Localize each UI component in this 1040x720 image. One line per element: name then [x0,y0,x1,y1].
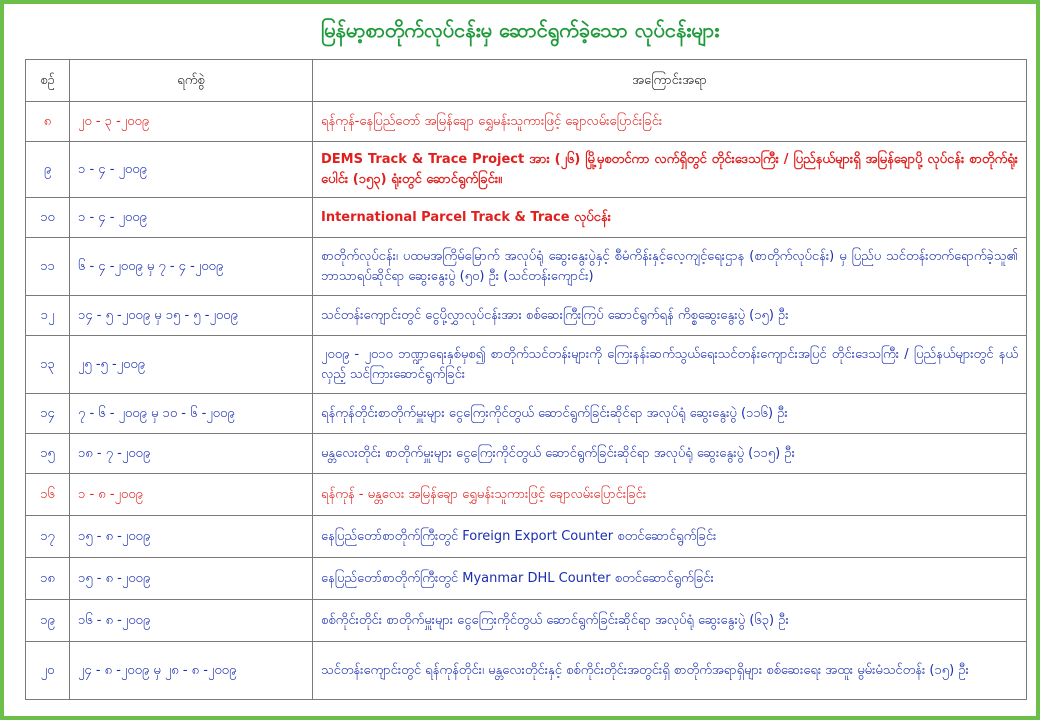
row-date: ၂၅ -၅ -၂၀၀၉ [70,336,313,394]
row-number: ၁၁ [26,238,70,296]
row-number: ၉ [26,142,70,198]
column-header-number: စဉ် [26,60,70,102]
row-date: ၁ - ၄ - ၂၀၀၉ [70,142,313,198]
row-number: ၁၇ [26,516,70,558]
table-row [26,474,1027,516]
row-date: ၂၄ - ၈ -၂၀၀၉ မှ ၂၈ - ၈ -၂၀၀၉ [70,642,313,700]
table-row [26,434,1027,474]
row-description: နေပြည်တော်စာတိုက်ကြီးတွင် Foreign Export Counter စတင်ဆောင်ရွက်ခြင်း [313,516,1027,558]
row-description: မန္တလေးတိုင်း စာတိုက်မှူးများ ငွေကြေးကိုင်တွယ် ဆောင်ရွက်ခြင်းဆိုင်ရာ အလုပ်ရုံ ဆွေးနွေးပွဲ (၁၁၅) ဦး [313,434,1027,474]
row-description: ရန်ကုန်-နေပြည်တော် အမြန်ချော ရွှေမန်းသူကားဖြင့် ချောလမ်းပြောင်းခြင်း [313,102,1027,142]
row-date: ၁ - ၈ -၂၀၀၉ [70,474,313,516]
row-number: ၁၃ [26,336,70,394]
row-description: စာတိုက်လုပ်ငန်း၊ ပထမအကြိမ်မြောက် အလုပ်ရုံ ဆွေးနွေးပွဲနှင့် စီမံကိန်းနှင့်လေ့ကျင့်ရေးဌာန (စာတိုက်လုပ်ငန်း) မှ ပြည်ပ သင်တန်းတက်ရောက်ခဲ့သူ၏ ဘာသာရပ်ဆိုင်ရာ ဆွေးနွေးပွဲ (၅၀) ဦး (သင်တန်းကျောင်း) [313,238,1027,296]
row-description: ရန်ကုန်တိုင်းစာတိုက်မှူးများ ငွေကြေးကိုင်တွယ် ဆောင်ရွက်ခြင်းဆိုင်ရာ အလုပ်ရုံ ဆွေးနွေးပွဲ (၁၁၆) ဦး [313,394,1027,434]
row-number: ၂၀ [26,642,70,700]
column-header-description: အကြောင်းအရာ [313,60,1027,102]
row-description: ၂၀၀၉ - ၂၀၁၀ ဘဏ္ဍာရေးနှစ်မှစ၍ စာတိုက်သင်တန်းများကို ကြေးနန်းဆက်သွယ်ရေးသင်တန်းကျောင်းအပြင် တိုင်းဒေသကြီး / ပြည်နယ်များတွင် နယ်လှည့် သင်ကြားဆောင်ရွက်ခြင်း [313,336,1027,394]
table-row [26,238,1027,296]
table-row [26,394,1027,434]
row-date: ၆ - ၄ -၂၀၀၉ မှ ၇ - ၄ -၂၀၀၉ [70,238,313,296]
row-description: သင်တန်းကျောင်းတွင် ငွေပို့လွှာလုပ်ငန်းအား စစ်ဆေးကြီးကြပ် ဆောင်ရွက်ရန် ကိစ္စဆွေးနွေးပွဲ (၁၅) ဦး [313,296,1027,336]
row-description: DEMS Track & Trace Project အား (၂၆) မြို့မှစတင်ကာ လက်ရှိတွင် တိုင်းဒေသကြီး / ပြည်နယ်များရှိ အမြန်ချောပို့ လုပ်ငန်း စာတိုက်ရုံးပေါင်း (၁၅၃) ရုံးတွင် ဆောင်ရွက်ခြင်း။ [313,142,1027,198]
row-description: International Parcel Track & Trace လုပ်ငန်း [313,198,1027,238]
table-header-row [26,60,1027,102]
row-description: သင်တန်းကျောင်းတွင် ရန်ကုန်တိုင်း၊ မန္တလေးတိုင်းနှင့် စစ်ကိုင်းတိုင်းအတွင်းရှိ စာတိုက်အရာရှိများ စစ်ဆေးရေး အထူး မွမ်းမံသင်တန်း (၁၅) ဦး [313,642,1027,700]
row-number: ၁၂ [26,296,70,336]
row-description: စစ်ကိုင်းတိုင်း စာတိုက်မှူးများ ငွေကြေးကိုင်တွယ် ဆောင်ရွက်ခြင်းဆိုင်ရာ အလုပ်ရုံ ဆွေးနွေးပွဲ (၆၃) ဦး [313,600,1027,642]
row-number: ၁၄ [26,394,70,434]
page-title: မြန်မာ့စာတိုက်လုပ်ငန်းမှ ဆောင်ရွက်ခဲ့သော လုပ်ငန်းများ [320,18,720,42]
table-row [26,142,1027,198]
row-number: ၁၆ [26,474,70,516]
table-row [26,600,1027,642]
row-date: ၁၅ - ၈ -၂၀၀၉ [70,516,313,558]
row-date: ၁ - ၄ - ၂၀၀၉ [70,198,313,238]
row-number: ၁၀ [26,198,70,238]
records-table [25,59,1027,700]
row-date: ၁၅ - ၈ -၂၀၀၉ [70,558,313,600]
table-row [26,296,1027,336]
row-date: ၁၆ - ၈ -၂၀၀၉ [70,600,313,642]
row-date: ၂၀ - ၃ -၂၀၀၉ [70,102,313,142]
row-date: ၁၈ - ၇ -၂၀၀၉ [70,434,313,474]
row-description: ရန်ကုန် - မန္တလေး အမြန်ချော ရွှေမန်းသူကားဖြင့် ချောလမ်းပြောင်းခြင်း [313,474,1027,516]
table-row [26,336,1027,394]
column-header-date: ရက်စွဲ [70,60,313,102]
row-description: နေပြည်တော်စာတိုက်ကြီးတွင် Myanmar DHL Counter စတင်ဆောင်ရွက်ခြင်း [313,558,1027,600]
table-row [26,516,1027,558]
table-row [26,642,1027,700]
row-date: ၁၄ - ၅ -၂၀၀၉ မှ ၁၅ - ၅ -၂၀၀၉ [70,296,313,336]
row-number: ၈ [26,102,70,142]
table-row [26,558,1027,600]
row-number: ၁၉ [26,600,70,642]
row-number: ၁၈ [26,558,70,600]
table-row [26,198,1027,238]
row-number: ၁၅ [26,434,70,474]
table-row [26,102,1027,142]
row-date: ၇ - ၆ - ၂၀၀၉ မှ ၁၀ - ၆ -၂၀၀၉ [70,394,313,434]
